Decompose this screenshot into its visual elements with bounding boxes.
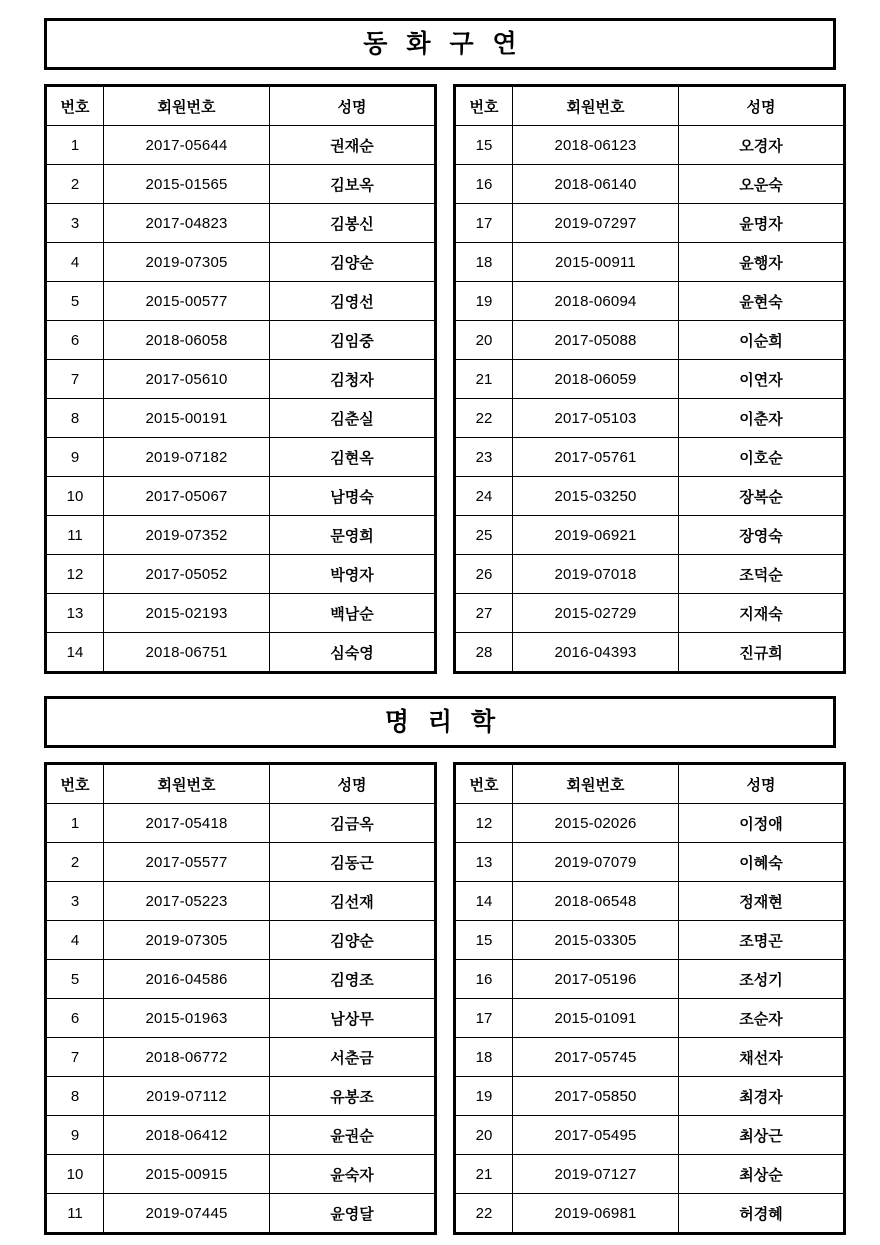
cell-name: 김선재 bbox=[270, 882, 436, 921]
cell-memberid: 2019-06981 bbox=[513, 1194, 679, 1234]
table-row bbox=[46, 921, 436, 960]
column-header-memberid: 회원번호 bbox=[513, 764, 679, 804]
table-row bbox=[46, 477, 436, 516]
column-header-no: 번호 bbox=[455, 764, 513, 804]
cell-memberid: 2015-00577 bbox=[104, 282, 270, 321]
cell-memberid: 2019-07018 bbox=[513, 555, 679, 594]
cell-no: 12 bbox=[46, 555, 104, 594]
cell-name: 조덕순 bbox=[679, 555, 845, 594]
cell-name: 김양순 bbox=[270, 243, 436, 282]
cell-name: 유봉조 bbox=[270, 1077, 436, 1116]
cell-name: 이호순 bbox=[679, 438, 845, 477]
table-row bbox=[46, 321, 436, 360]
cell-memberid: 2017-05761 bbox=[513, 438, 679, 477]
column-header-name: 성명 bbox=[679, 86, 845, 126]
roster-table-left bbox=[44, 84, 437, 674]
cell-memberid: 2018-06412 bbox=[104, 1116, 270, 1155]
cell-name: 조성기 bbox=[679, 960, 845, 999]
cell-name: 윤영달 bbox=[270, 1194, 436, 1234]
cell-memberid: 2017-05644 bbox=[104, 126, 270, 165]
cell-name: 윤권순 bbox=[270, 1116, 436, 1155]
cell-no: 9 bbox=[46, 1116, 104, 1155]
table-row bbox=[46, 204, 436, 243]
cell-no: 1 bbox=[46, 126, 104, 165]
table-row bbox=[455, 399, 845, 438]
cell-no: 11 bbox=[46, 1194, 104, 1234]
cell-memberid: 2017-05223 bbox=[104, 882, 270, 921]
section-myeongnihak bbox=[44, 696, 836, 1235]
cell-no: 10 bbox=[46, 477, 104, 516]
table-row bbox=[46, 282, 436, 321]
cell-no: 23 bbox=[455, 438, 513, 477]
cell-memberid: 2019-07305 bbox=[104, 243, 270, 282]
cell-no: 13 bbox=[46, 594, 104, 633]
cell-memberid: 2017-05418 bbox=[104, 804, 270, 843]
cell-memberid: 2015-03250 bbox=[513, 477, 679, 516]
table-row bbox=[455, 1155, 845, 1194]
cell-no: 14 bbox=[455, 882, 513, 921]
table-row bbox=[455, 1194, 845, 1234]
cell-no: 17 bbox=[455, 999, 513, 1038]
cell-name: 장복순 bbox=[679, 477, 845, 516]
cell-memberid: 2017-05577 bbox=[104, 843, 270, 882]
cell-name: 김동근 bbox=[270, 843, 436, 882]
cell-memberid: 2015-03305 bbox=[513, 921, 679, 960]
cell-memberid: 2019-07079 bbox=[513, 843, 679, 882]
table-row bbox=[455, 165, 845, 204]
cell-name: 윤명자 bbox=[679, 204, 845, 243]
cell-name: 문영희 bbox=[270, 516, 436, 555]
cell-name: 박영자 bbox=[270, 555, 436, 594]
table-row bbox=[46, 1038, 436, 1077]
table-row bbox=[46, 960, 436, 999]
cell-name: 최상근 bbox=[679, 1116, 845, 1155]
table-row bbox=[455, 882, 845, 921]
cell-name: 김영선 bbox=[270, 282, 436, 321]
cell-name: 윤현숙 bbox=[679, 282, 845, 321]
cell-no: 7 bbox=[46, 360, 104, 399]
table-row bbox=[46, 843, 436, 882]
cell-memberid: 2017-05196 bbox=[513, 960, 679, 999]
table-row bbox=[455, 1116, 845, 1155]
cell-no: 21 bbox=[455, 1155, 513, 1194]
cell-no: 15 bbox=[455, 126, 513, 165]
cell-name: 정재현 bbox=[679, 882, 845, 921]
cell-no: 21 bbox=[455, 360, 513, 399]
cell-no: 15 bbox=[455, 921, 513, 960]
cell-memberid: 2018-06094 bbox=[513, 282, 679, 321]
cell-memberid: 2017-05088 bbox=[513, 321, 679, 360]
cell-memberid: 2015-01963 bbox=[104, 999, 270, 1038]
cell-name: 백남순 bbox=[270, 594, 436, 633]
cell-name: 진규희 bbox=[679, 633, 845, 673]
table-row bbox=[46, 555, 436, 594]
cell-name: 오운숙 bbox=[679, 165, 845, 204]
cell-no: 6 bbox=[46, 999, 104, 1038]
cell-no: 8 bbox=[46, 399, 104, 438]
cell-name: 채선자 bbox=[679, 1038, 845, 1077]
cell-name: 이춘자 bbox=[679, 399, 845, 438]
cell-no: 11 bbox=[46, 516, 104, 555]
cell-name: 조명곤 bbox=[679, 921, 845, 960]
table-row bbox=[455, 1038, 845, 1077]
cell-name: 최상순 bbox=[679, 1155, 845, 1194]
section-title-box bbox=[44, 696, 836, 748]
column-header-no: 번호 bbox=[46, 86, 104, 126]
cell-name: 김보옥 bbox=[270, 165, 436, 204]
cell-no: 9 bbox=[46, 438, 104, 477]
table-row bbox=[46, 438, 436, 477]
cell-no: 3 bbox=[46, 882, 104, 921]
cell-no: 13 bbox=[455, 843, 513, 882]
table-row bbox=[455, 321, 845, 360]
table-row bbox=[46, 804, 436, 843]
column-header-memberid: 회원번호 bbox=[104, 764, 270, 804]
column-header-no: 번호 bbox=[455, 86, 513, 126]
cell-name: 김금옥 bbox=[270, 804, 436, 843]
cell-memberid: 2019-07445 bbox=[104, 1194, 270, 1234]
cell-name: 김양순 bbox=[270, 921, 436, 960]
column-header-memberid: 회원번호 bbox=[104, 86, 270, 126]
cell-no: 19 bbox=[455, 1077, 513, 1116]
cell-memberid: 2017-05610 bbox=[104, 360, 270, 399]
cell-no: 22 bbox=[455, 1194, 513, 1234]
table-header-row bbox=[455, 764, 845, 804]
cell-name: 김현옥 bbox=[270, 438, 436, 477]
cell-name: 심숙영 bbox=[270, 633, 436, 673]
cell-memberid: 2019-07182 bbox=[104, 438, 270, 477]
cell-memberid: 2017-04823 bbox=[104, 204, 270, 243]
table-row bbox=[46, 360, 436, 399]
cell-name: 이정애 bbox=[679, 804, 845, 843]
table-row bbox=[46, 999, 436, 1038]
cell-memberid: 2015-02193 bbox=[104, 594, 270, 633]
table-row bbox=[455, 633, 845, 673]
cell-memberid: 2018-06123 bbox=[513, 126, 679, 165]
cell-memberid: 2018-06140 bbox=[513, 165, 679, 204]
cell-memberid: 2019-06921 bbox=[513, 516, 679, 555]
cell-memberid: 2018-06059 bbox=[513, 360, 679, 399]
table-row bbox=[46, 1194, 436, 1234]
section-title-box bbox=[44, 18, 836, 70]
table-row bbox=[455, 126, 845, 165]
table-row bbox=[455, 243, 845, 282]
cell-name: 김봉신 bbox=[270, 204, 436, 243]
cell-memberid: 2019-07305 bbox=[104, 921, 270, 960]
cell-no: 25 bbox=[455, 516, 513, 555]
cell-no: 16 bbox=[455, 165, 513, 204]
table-row bbox=[46, 399, 436, 438]
cell-no: 5 bbox=[46, 282, 104, 321]
cell-name: 김춘실 bbox=[270, 399, 436, 438]
cell-memberid: 2019-07352 bbox=[104, 516, 270, 555]
cell-no: 18 bbox=[455, 243, 513, 282]
cell-name: 이혜숙 bbox=[679, 843, 845, 882]
cell-memberid: 2018-06058 bbox=[104, 321, 270, 360]
table-row bbox=[455, 282, 845, 321]
roster-table-left bbox=[44, 762, 437, 1235]
cell-name: 남명숙 bbox=[270, 477, 436, 516]
section-tables bbox=[44, 84, 836, 674]
column-header-name: 성명 bbox=[270, 764, 436, 804]
cell-name: 권재순 bbox=[270, 126, 436, 165]
table-row bbox=[455, 516, 845, 555]
cell-no: 4 bbox=[46, 921, 104, 960]
table-row bbox=[46, 516, 436, 555]
column-header-name: 성명 bbox=[679, 764, 845, 804]
cell-name: 허경혜 bbox=[679, 1194, 845, 1234]
table-row bbox=[455, 999, 845, 1038]
cell-no: 16 bbox=[455, 960, 513, 999]
section-dongwhaguyeon bbox=[44, 18, 836, 674]
column-header-no: 번호 bbox=[46, 764, 104, 804]
cell-memberid: 2017-05052 bbox=[104, 555, 270, 594]
cell-name: 조순자 bbox=[679, 999, 845, 1038]
table-row bbox=[455, 204, 845, 243]
cell-no: 24 bbox=[455, 477, 513, 516]
table-header-row bbox=[46, 86, 436, 126]
cell-no: 8 bbox=[46, 1077, 104, 1116]
table-row bbox=[46, 1155, 436, 1194]
cell-no: 20 bbox=[455, 1116, 513, 1155]
cell-memberid: 2017-05067 bbox=[104, 477, 270, 516]
cell-no: 3 bbox=[46, 204, 104, 243]
cell-name: 서춘금 bbox=[270, 1038, 436, 1077]
cell-memberid: 2015-02729 bbox=[513, 594, 679, 633]
table-row bbox=[455, 477, 845, 516]
cell-no: 19 bbox=[455, 282, 513, 321]
cell-no: 14 bbox=[46, 633, 104, 673]
cell-memberid: 2017-05745 bbox=[513, 1038, 679, 1077]
table-row bbox=[46, 594, 436, 633]
table-row bbox=[455, 555, 845, 594]
cell-name: 이순희 bbox=[679, 321, 845, 360]
cell-memberid: 2019-07297 bbox=[513, 204, 679, 243]
cell-memberid: 2017-05495 bbox=[513, 1116, 679, 1155]
cell-name: 남상무 bbox=[270, 999, 436, 1038]
table-row bbox=[455, 1077, 845, 1116]
cell-memberid: 2015-01091 bbox=[513, 999, 679, 1038]
cell-memberid: 2018-06751 bbox=[104, 633, 270, 673]
table-row bbox=[455, 921, 845, 960]
cell-name: 지재숙 bbox=[679, 594, 845, 633]
table-row bbox=[455, 804, 845, 843]
table-row bbox=[46, 633, 436, 673]
cell-memberid: 2016-04586 bbox=[104, 960, 270, 999]
cell-no: 7 bbox=[46, 1038, 104, 1077]
cell-memberid: 2017-05103 bbox=[513, 399, 679, 438]
cell-name: 최경자 bbox=[679, 1077, 845, 1116]
roster-table-right bbox=[453, 84, 846, 674]
cell-no: 20 bbox=[455, 321, 513, 360]
cell-no: 26 bbox=[455, 555, 513, 594]
cell-no: 4 bbox=[46, 243, 104, 282]
cell-name: 김청자 bbox=[270, 360, 436, 399]
column-header-memberid: 회원번호 bbox=[513, 86, 679, 126]
section-tables bbox=[44, 762, 836, 1235]
table-row bbox=[46, 1116, 436, 1155]
cell-name: 장영숙 bbox=[679, 516, 845, 555]
table-header-row bbox=[46, 764, 436, 804]
cell-name: 김임중 bbox=[270, 321, 436, 360]
table-row bbox=[46, 1077, 436, 1116]
cell-memberid: 2017-05850 bbox=[513, 1077, 679, 1116]
cell-memberid: 2015-00915 bbox=[104, 1155, 270, 1194]
cell-no: 2 bbox=[46, 165, 104, 204]
cell-no: 10 bbox=[46, 1155, 104, 1194]
table-row bbox=[46, 243, 436, 282]
cell-no: 5 bbox=[46, 960, 104, 999]
table-row bbox=[46, 165, 436, 204]
cell-memberid: 2015-00191 bbox=[104, 399, 270, 438]
cell-name: 윤숙자 bbox=[270, 1155, 436, 1194]
cell-memberid: 2018-06772 bbox=[104, 1038, 270, 1077]
cell-name: 윤행자 bbox=[679, 243, 845, 282]
table-row bbox=[455, 960, 845, 999]
cell-memberid: 2015-02026 bbox=[513, 804, 679, 843]
cell-no: 28 bbox=[455, 633, 513, 673]
table-row bbox=[455, 594, 845, 633]
cell-no: 22 bbox=[455, 399, 513, 438]
cell-no: 18 bbox=[455, 1038, 513, 1077]
cell-no: 12 bbox=[455, 804, 513, 843]
cell-no: 1 bbox=[46, 804, 104, 843]
table-row bbox=[455, 360, 845, 399]
cell-memberid: 2018-06548 bbox=[513, 882, 679, 921]
column-header-name: 성명 bbox=[270, 86, 436, 126]
cell-memberid: 2015-00911 bbox=[513, 243, 679, 282]
cell-memberid: 2016-04393 bbox=[513, 633, 679, 673]
table-row bbox=[46, 882, 436, 921]
table-header-row bbox=[455, 86, 845, 126]
cell-memberid: 2019-07112 bbox=[104, 1077, 270, 1116]
cell-name: 김영조 bbox=[270, 960, 436, 999]
table-row bbox=[455, 438, 845, 477]
cell-memberid: 2015-01565 bbox=[104, 165, 270, 204]
cell-no: 27 bbox=[455, 594, 513, 633]
cell-no: 6 bbox=[46, 321, 104, 360]
cell-name: 이연자 bbox=[679, 360, 845, 399]
roster-table-right bbox=[453, 762, 846, 1235]
table-row bbox=[455, 843, 845, 882]
section-title: 명 리 학 bbox=[384, 707, 502, 736]
cell-no: 17 bbox=[455, 204, 513, 243]
section-title: 동 화 구 연 bbox=[363, 29, 523, 58]
cell-no: 2 bbox=[46, 843, 104, 882]
table-row bbox=[46, 126, 436, 165]
cell-name: 오경자 bbox=[679, 126, 845, 165]
cell-memberid: 2019-07127 bbox=[513, 1155, 679, 1194]
